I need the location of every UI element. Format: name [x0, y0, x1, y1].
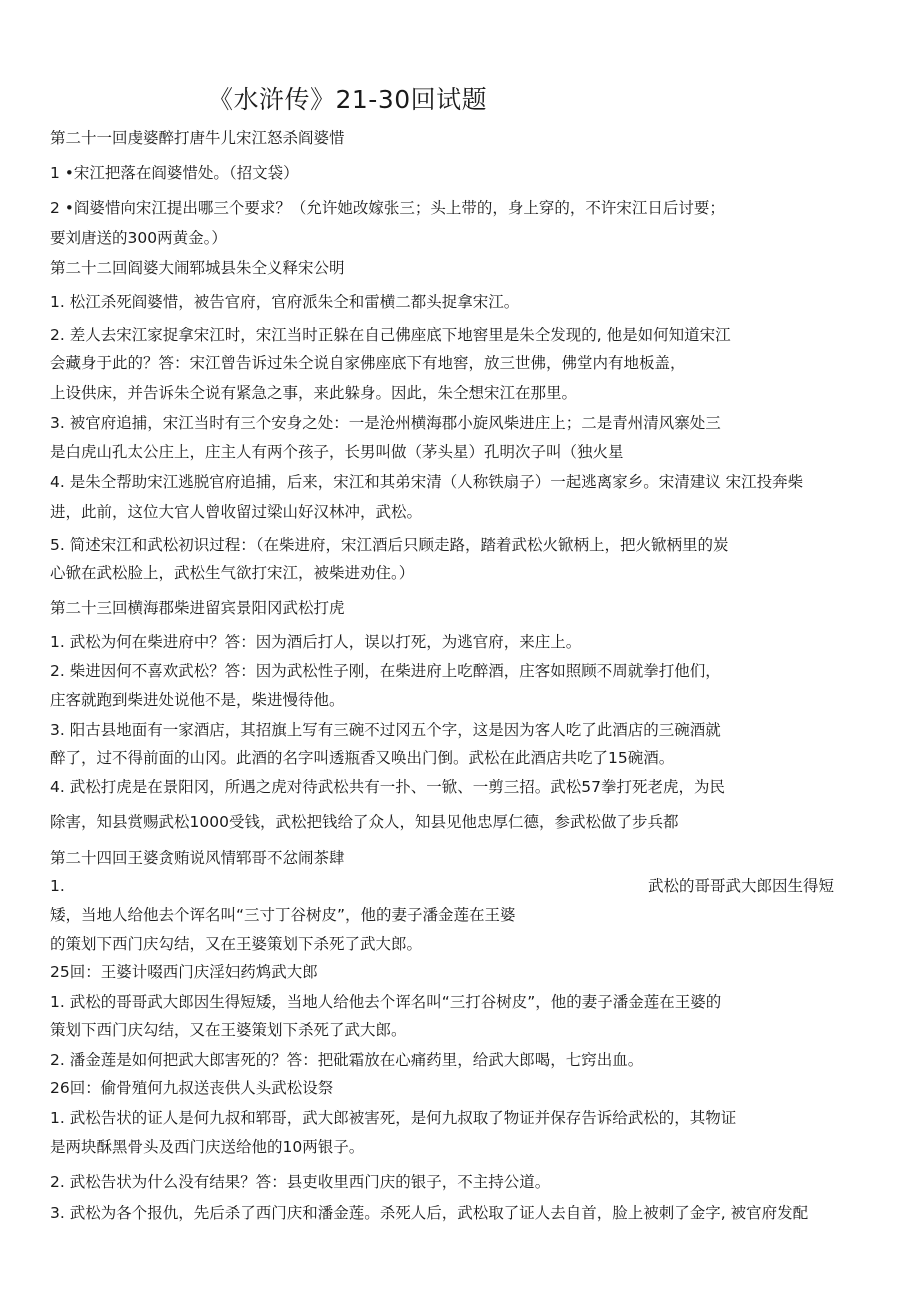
section-heading: 第二十四回王婆贪贿说风情郓哥不忿闹茶肆 — [50, 849, 345, 867]
text-line: 5. 简述宋江和武松初识过程：（在柴进府，宋江酒后只顾走路，踏着武松火锨柄上，把火锨柄里的炭 — [50, 536, 729, 554]
text-line: 3. 阳古县地面有一家酒店，其招旗上写有三碗不过冈五个字，这是因为客人吃了此酒店的三碗酒就 — [50, 721, 721, 739]
text-line: 心锨在武松脸上，武松生气欲打宋江，被柴进劝住。） — [50, 564, 415, 582]
text-line: 1 •宋江把落在阎婆惜处。（招文袋） — [50, 164, 299, 182]
text-line: 4. 武松打虎是在景阳冈，所遇之虎对待武松共有一扑、一锨、一剪三招。武松57拳打死老虎，为民 — [50, 778, 725, 796]
section-heading: 第二十二回阎婆大闹郓城县朱仝义释宋公明 — [50, 259, 345, 277]
text-line: 上设供床，并告诉朱仝说有紧急之事，来此躲身。因此，朱仝想宋江在那里。 — [50, 384, 578, 402]
text-line: 2. 柴进因何不喜欢武松？答：因为武松性子刚，在柴进府上吃醉酒，庄客如照顾不周就拳打他们， — [50, 662, 721, 680]
text-line: 4. 是朱仝帮助宋江逃脱官府追捕，后来，宋江和其弟宋清（人称铁扇子）一起逃离家乡。宋清建议 宋江投奔柴 — [50, 473, 804, 491]
text-line: 是白虎山孔太公庄上，庄主人有两个孩子，长男叫做（茅头星）孔明次子叫（独火星 — [50, 443, 624, 461]
document-title: 《水浒传》21-30回试题 — [208, 85, 488, 114]
text-line: 策划下西门庆勾结，又在王婆策划下杀死了武大郎。 — [50, 1021, 407, 1039]
section-heading: 26回：偷骨殖何九叔送丧供人头武松设祭 — [50, 1079, 334, 1097]
text-line: 2 •阎婆惜向宋江提出哪三个要求？（允许她改嫁张三；头上带的，身上穿的，不许宋江日后讨要； — [50, 199, 725, 217]
text-line: 的策划下西门庆勾结，又在王婆策划下杀死了武大郎。 — [50, 935, 423, 953]
section-heading: 第二十三回横海郡柴进留宾景阳冈武松打虎 — [50, 599, 345, 617]
text-line: 1. 松江杀死阎婆惜，被告官府，官府派朱仝和雷横二都头捉拿宋江。 — [50, 293, 520, 311]
text-line: 1. 武松告状的证人是何九叔和郓哥，武大郎被害死，是何九叔取了物证并保存告诉给武松的，其物证 — [50, 1109, 737, 1127]
text-line: 1. 武松为何在柴进府中？答：因为酒后打人，误以打死，为逃官府，来庄上。 — [50, 633, 582, 651]
text-line: 2. 潘金莲是如何把武大郎害死的？答：把砒霜放在心痛药里，给武大郎喝，七窍出血。 — [50, 1051, 644, 1069]
text-line: 进，此前，这位大官人曾收留过梁山好汉林冲，武松。 — [50, 503, 423, 521]
text-line: 要刘唐送的300两黄金。） — [50, 229, 227, 247]
text-line: 庄客就跑到柴进处说他不是，柴进慢待他。 — [50, 691, 345, 709]
text-line: 2. 武松告状为什么没有结果？答：县吏收里西门庆的银子，不主持公道。 — [50, 1173, 551, 1191]
text-line: 1. 武松的哥哥武大郎因生得短矮，当地人给他去个诨名叫“三打谷树皮”，他的妻子潘金莲在王婆的 — [50, 993, 722, 1011]
section-heading: 第二十一回虔婆醉打唐牛儿宋江怒杀阎婆惜 — [50, 129, 345, 147]
text-line: 武松的哥哥武大郎因生得短 — [648, 877, 835, 895]
text-line: 3. 武松为各个报仇，先后杀了西门庆和潘金莲。杀死人后，武松取了证人去自首，脸上被刺了金字, 被官府发配 — [50, 1204, 809, 1222]
text-line: 是两块酥黑骨头及西门庆送给他的10两银子。 — [50, 1138, 365, 1156]
text-line: 除害，知县赏赐武松1000受钱，武松把钱给了众人，知县见他忠厚仁德，参武松做了步兵都 — [50, 813, 679, 831]
text-line: 会藏身于此的？答：宋江曾告诉过朱仝说自家佛座底下有地窖，放三世佛，佛堂内有地板盖， — [50, 354, 686, 372]
text-line: 醉了，过不得前面的山冈。此酒的名字叫透瓶香又唤出门倒。武松在此酒店共吃了15碗酒。 — [50, 749, 675, 767]
text-line: 矮，当地人给他去个诨名叫“三寸丁谷树皮”，他的妻子潘金莲在王婆 — [50, 906, 516, 924]
text-line: 3. 被官府追捕，宋江当时有三个安身之处：一是沧州横海郡小旋风柴进庄上；二是青州清风寨处三 — [50, 414, 721, 432]
text-line: 1. — [50, 877, 65, 895]
text-line: 2. 差人去宋江家捉拿宋江时，宋江当时正躲在自己佛座底下地窖里是朱仝发现的, 他是如何知道宋江 — [50, 326, 731, 344]
section-heading: 25回：王婆计啜西门庆淫妇药鸩武大郎 — [50, 963, 318, 981]
